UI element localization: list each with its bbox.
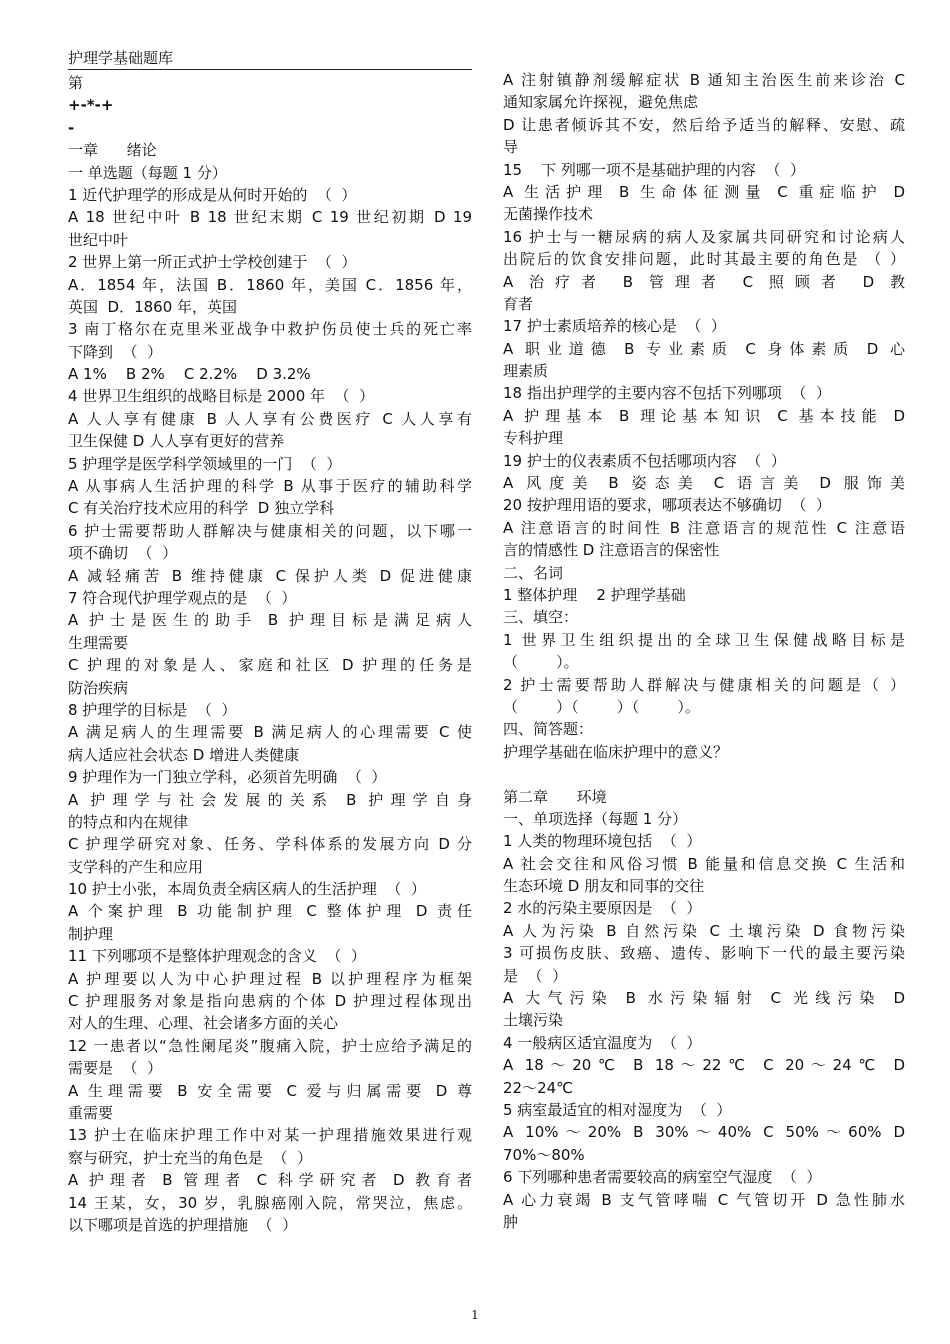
text-line: 1 世界卫生组织提出的全球卫生保健战略目标是 — [503, 630, 905, 649]
text-line: 是 （ ） — [503, 966, 568, 985]
text-line: 1 整体护理 2 护理学基础 — [503, 585, 686, 604]
text-line: D 让患者倾诉其不安，然后给予适当的解释、安慰、疏 — [503, 115, 905, 134]
text-line: C 护理的对象是人、家庭和社区 D 护理的任务是 — [68, 656, 472, 675]
text-line: 三、填空： — [503, 608, 579, 627]
text-line: 二、名词 — [503, 563, 564, 582]
text-line: 18 指出护理学的主要内容不包括下列哪项 （ ） — [503, 384, 831, 403]
text-line: A 心力衰竭 B 支气管哮喘 C 气管切开 D 急性肺水 — [503, 1190, 905, 1209]
text-line: 英国 D．1860 年，英国 — [68, 297, 238, 316]
text-line: C 有关治疗技术应用的科学 D 独立学科 — [68, 499, 335, 518]
text-line: 12 一患者以“急性阑尾炎”腹痛入院，护士应给予满足的 — [68, 1036, 472, 1055]
page-number: 1 — [471, 1308, 479, 1322]
text-line: 第 — [68, 74, 84, 92]
text-line: 4 一般病区适宜温度为 （ ） — [503, 1033, 702, 1052]
text-line: 的特点和内在规律 — [68, 812, 189, 831]
text-line: 项不确切 （ ） — [68, 544, 178, 563]
text-line: 16 护士与一糖尿病的病人及家属共同研究和讨论病人 — [503, 227, 905, 246]
text-line: 2 水的污染主要原因是 （ ） — [503, 899, 702, 918]
text-line: A 生活护理 B 生命体征测量 C 重症临护 D — [503, 182, 905, 201]
text-line: 70%～80% — [503, 1145, 585, 1164]
text-line: 支学科的产生和应用 — [68, 857, 204, 876]
text-line: C 护理学研究对象、任务、学科体系的发展方向 D 分 — [68, 835, 472, 854]
text-line — [503, 763, 905, 785]
text-line: 第二章 环境 — [503, 787, 607, 806]
text-line: A 大气污染 B 水污染辐射 C 光线污染 D — [503, 989, 905, 1008]
text-line: 育者 — [503, 294, 534, 313]
text-line: 防治疾病 — [68, 678, 129, 697]
text-line: 20 按护理用语的要求，哪项表达不够确切 （ ） — [503, 496, 831, 515]
text-line: A 风度美 B 姿态美 C 语言美 D 服饰美 — [503, 474, 905, 493]
text-line: A 护理者 B 管理者 C 科学研究者 D 教育者 — [68, 1171, 472, 1190]
text-line: A 治疗者 B 管理者 C 照顾者 D 教 — [503, 272, 905, 291]
text-line: 察与研究，护士充当的角色是 （ ） — [68, 1148, 313, 1167]
text-line: A 人人享有健康 B 人人享有公费医疗 C 人人享有 — [68, 409, 472, 428]
text-line: A 职业道德 B 专业素质 C 身体素质 D 心 — [503, 339, 905, 358]
text-line: A 注意语言的时间性 B 注意语言的规范性 C 注意语 — [503, 518, 905, 537]
text-line: 病人适应社会状态 D 增进人类健康 — [68, 745, 300, 764]
text-line: 13 护士在临床护理工作中对某一护理措施效果进行观 — [68, 1126, 472, 1145]
text-line: 出院后的饮食安排问题，此时其最主要的角色是 （ ） — [503, 250, 905, 269]
text-line: A 注射镇静剂缓解症状 B 通知主治医生前来诊治 C — [503, 71, 905, 89]
text-line: 9 护理作为一门独立学科，必须首先明确 （ ） — [68, 768, 387, 787]
text-line: 19 护士的仪表素质不包括哪项内容 （ ） — [503, 451, 786, 470]
text-line: 14 王某，女，30 岁，乳腺癌刚入院，常哭泣，焦虑。 — [68, 1193, 472, 1212]
text-line: 6 下列哪种患者需要较高的病室空气湿度 （ ） — [503, 1168, 822, 1187]
text-line: 无菌操作技术 — [503, 205, 594, 224]
text-line: +-*-+ — [68, 96, 114, 115]
text-line: 土壤污染 — [503, 1011, 564, 1030]
text-line: （ ）。 — [503, 653, 579, 672]
text-line: 5 病室最适宜的相对湿度为 （ ） — [503, 1100, 732, 1119]
text-line: 下降到 （ ） — [68, 342, 163, 361]
text-line: 11 下列哪项不是整体护理观念的含义 （ ） — [68, 947, 366, 966]
text-line: 通知家属允许探视，避免焦虑 — [503, 93, 699, 112]
text-line: 护理学基础在临床护理中的意义？ — [503, 742, 729, 761]
text-line: 8 护理学的目标是 （ ） — [68, 700, 237, 719]
text-line: 15 下 列哪一项不是基础护理的内容 （ ） — [503, 160, 806, 179]
text-line: 3 南丁格尔在克里米亚战争中救护伤员使士兵的死亡率 — [68, 320, 472, 339]
text-line: （ ）（ ）（ ）。 — [503, 697, 700, 716]
right-column — [503, 69, 905, 1233]
text-line: 世纪中叶 — [68, 230, 129, 249]
text-line: 1 近代护理学的形成是从何时开始的 （ ） — [68, 185, 357, 204]
text-line: 10 护士小张，本周负责全病区病人的生活护理 （ ） — [68, 880, 426, 899]
text-line: A 护理要以人为中心护理过程 B 以护理程序为框架 — [68, 969, 472, 988]
text-line: 重需要 — [68, 1103, 114, 1122]
text-line: 5 护理学是医学科学领域里的一门 （ ） — [68, 454, 342, 473]
text-line: 专科护理 — [503, 429, 564, 448]
text-line: 6 护士需要帮助人群解决与健康相关的问题，以下哪一 — [68, 521, 472, 540]
text-line: 一章 绪论 — [68, 141, 157, 160]
text-line: A 护理学与社会发展的关系 B 护理学自身 — [68, 790, 472, 809]
text-line: A．1854 年，法国 B．1860 年，美国 C．1856 年， — [68, 275, 472, 294]
text-line: 生理需要 — [68, 633, 129, 652]
page-header — [68, 48, 472, 70]
text-line: A 1% B 2% C 2.2% D 3.2% — [68, 365, 311, 384]
text-line: 肿 — [503, 1212, 519, 1231]
text-line: A 从事病人生活护理的科学 B 从事于医疗的辅助科学 — [68, 477, 472, 496]
left-column — [68, 72, 472, 1236]
text-line: 2 护士需要帮助人群解决与健康相关的问题是（ ） — [503, 675, 905, 694]
text-line: 2 世界上第一所正式护士学校创建于 （ ） — [68, 253, 357, 272]
text-line: 导 — [503, 138, 519, 157]
text-line: 四、简答题： — [503, 720, 594, 739]
text-line: 3 可损伤皮肤、致癌、遗传、影响下一代的最主要污染 — [503, 944, 905, 963]
header-title: 护理学基础题库 — [68, 49, 174, 67]
text-line: A 生理需要 B 安全需要 C 爱与归属需要 D 尊 — [68, 1081, 472, 1100]
text-line: 22～24℃ — [503, 1078, 574, 1097]
text-line: A 减轻痛苦 B 维持健康 C 保护人类 D 促进健康 — [68, 566, 472, 585]
text-line: 1 人类的物理环境包括 （ ） — [503, 832, 702, 851]
text-line: 需要是 （ ） — [68, 1059, 163, 1078]
text-line: 17 护士素质培养的核心是 （ ） — [503, 317, 726, 336]
text-line: 言的情感性 D 注意语言的保密性 — [503, 541, 720, 560]
text-line: A 满足病人的生理需要 B 满足病人的心理需要 C 使 — [68, 723, 472, 742]
text-line: 7 符合现代护理学观点的是 （ ） — [68, 588, 297, 607]
text-line: - — [68, 118, 75, 137]
text-line: A 10%～20% B 30%～40% C 50%～60% D — [503, 1123, 905, 1142]
text-line: 一 单选题（每题 1 分） — [68, 163, 227, 182]
text-line: 以下哪项是首选的护理措施 （ ） — [68, 1215, 298, 1234]
text-line: 生态环境 D 朋友和同事的交往 — [503, 877, 705, 896]
text-line: A 护士是医生的助手 B 护理目标是满足病人 — [68, 611, 472, 630]
text-line: 制护理 — [68, 924, 114, 943]
text-line: A 18 世纪中叶 B 18 世纪末期 C 19 世纪初期 D 19 — [68, 208, 472, 227]
text-line: C 护理服务对象是指向患病的个体 D 护理过程体现出 — [68, 992, 472, 1011]
text-line: 卫生保健 D 人人享有更好的营养 — [68, 432, 285, 451]
text-line: 4 世界卫生组织的战略目标是 2000 年 （ ） — [68, 387, 375, 406]
text-line: 理素质 — [503, 362, 549, 381]
text-line: A 18～20℃ B 18～22℃ C 20～24℃ D — [503, 1056, 905, 1075]
text-line: A 个案护理 B 功能制护理 C 整体护理 D 责任 — [68, 902, 472, 921]
text-line: A 护理基本 B 理论基本知识 C 基本技能 D — [503, 406, 905, 425]
text-line: A 人为污染 B 自然污染 C 土壤污染 D 食物污染 — [503, 921, 905, 940]
text-line: 一、单项选择（每题 1 分） — [503, 809, 688, 828]
text-line: 对人的生理、心理、社会诸多方面的关心 — [68, 1014, 339, 1033]
text-line: A 社会交往和风俗习惯 B 能量和信息交换 C 生活和 — [503, 854, 905, 873]
